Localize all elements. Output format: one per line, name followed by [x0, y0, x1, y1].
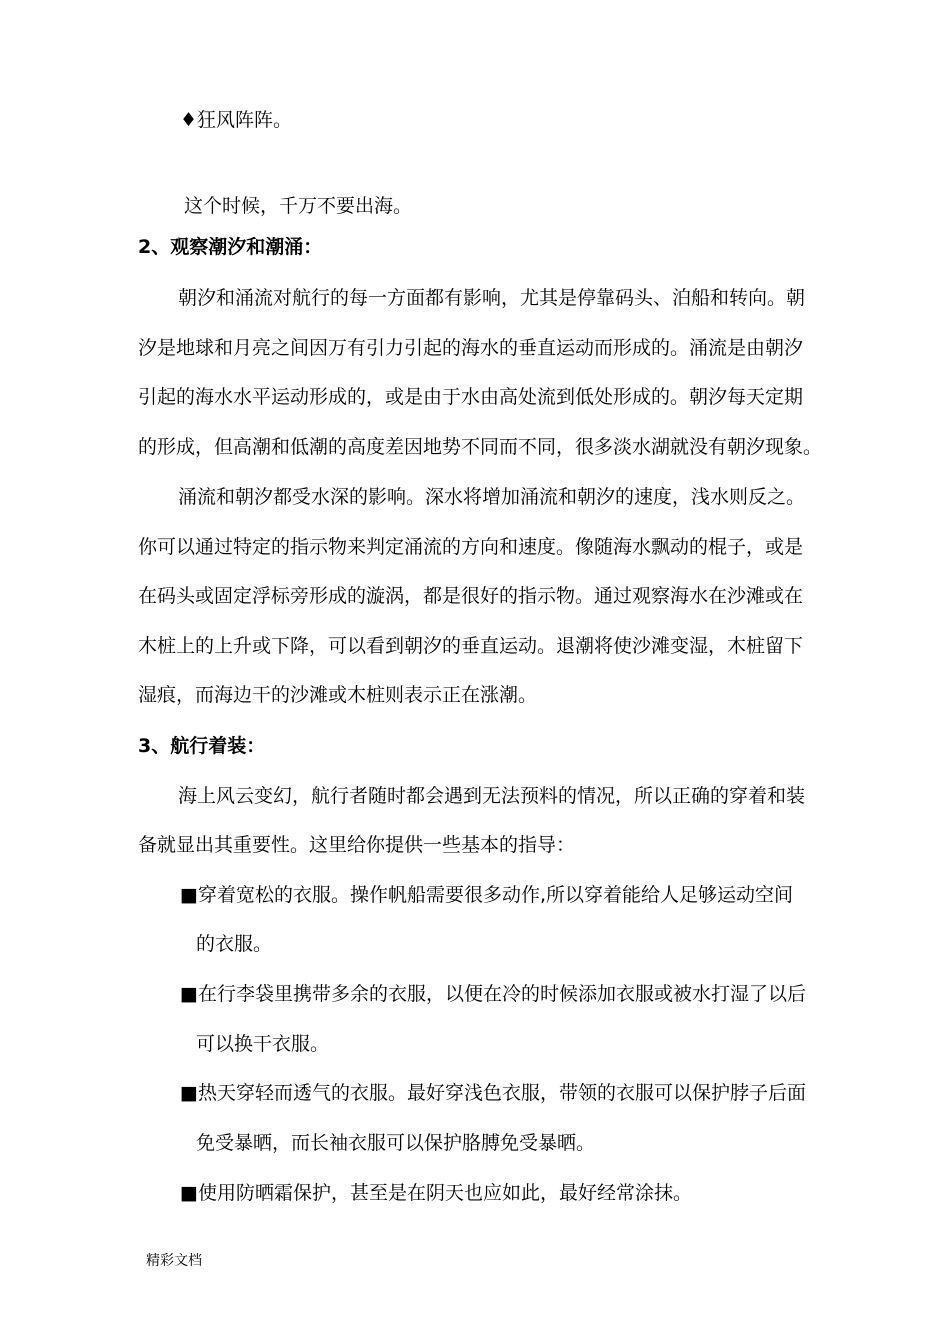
- list-item-continuation: 免受暴晒，而长袖衣服可以保护胳膊免受暴晒。: [196, 1132, 596, 1154]
- section-heading-2: 2、观察潮汐和潮涌：: [138, 236, 323, 258]
- paragraph-line: 涌流和朝汐都受水深的影响。深水将增加涌流和朝汐的速度，浅水则反之。: [178, 486, 806, 508]
- paragraph-line: 湿痕，而海边干的沙滩或木桩则表示正在涨潮。: [138, 684, 538, 706]
- list-item-continuation: 可以换干衣服。: [196, 1033, 330, 1055]
- list-item: ■使用防晒霜保护，甚至是在阴天也应如此，最好经常涂抹。: [180, 1182, 692, 1204]
- list-item: ■穿着宽松的衣服。操作帆船需要很多动作,所以穿着能给人足够运动空间: [180, 884, 793, 906]
- list-item-continuation: 的衣服。: [196, 933, 273, 955]
- paragraph-line: 木桩上的上升或下降，可以看到朝汐的垂直运动。退潮将使沙滩变湿，木桩留下: [138, 635, 804, 657]
- list-item: ■在行李袋里携带多余的衣服，以便在冷的时候添加衣服或被水打湿了以后: [180, 983, 806, 1005]
- advice-text: 这个时候，千万不要出海。: [184, 195, 413, 217]
- bullet-wind: ♦狂风阵阵。: [180, 109, 293, 131]
- list-item: ■热天穿轻而透气的衣服。最好穿浅色衣服，带领的衣服可以保护脖子后面: [180, 1082, 806, 1104]
- paragraph-line: 汐是地球和月亮之间因万有引力引起的海水的垂直运动而形成的。涌流是由朝汐: [138, 337, 804, 359]
- paragraph-line: 在码头或固定浮标旁形成的漩涡，都是很好的指示物。通过观察海水在沙滩或在: [138, 585, 804, 607]
- paragraph-line: 海上风云变幻，航行者随时都会遇到无法预料的情况，所以正确的穿着和装: [178, 785, 806, 807]
- paragraph-line: 你可以通过特定的指示物来判定涌流的方向和速度。像随海水飘动的棍子，或是: [138, 536, 804, 558]
- paragraph-line: 朝汐和涌流对航行的每一方面都有影响，尤其是停靠码头、泊船和转向。朝: [178, 287, 806, 309]
- paragraph-line: 引起的海水水平运动形成的，或是由于水由高处流到低处形成的。朝汐每天定期: [138, 386, 804, 408]
- paragraph-line: 的形成，但高潮和低潮的高度差因地势不同而不同，很多淡水湖就没有朝汐现象。: [138, 436, 823, 458]
- footer-label: 精彩文档: [146, 1253, 202, 1269]
- section-heading-3: 3、航行着装：: [138, 735, 266, 757]
- paragraph-line: 备就显出其重要性。这里给你提供一些基本的指导：: [138, 834, 576, 856]
